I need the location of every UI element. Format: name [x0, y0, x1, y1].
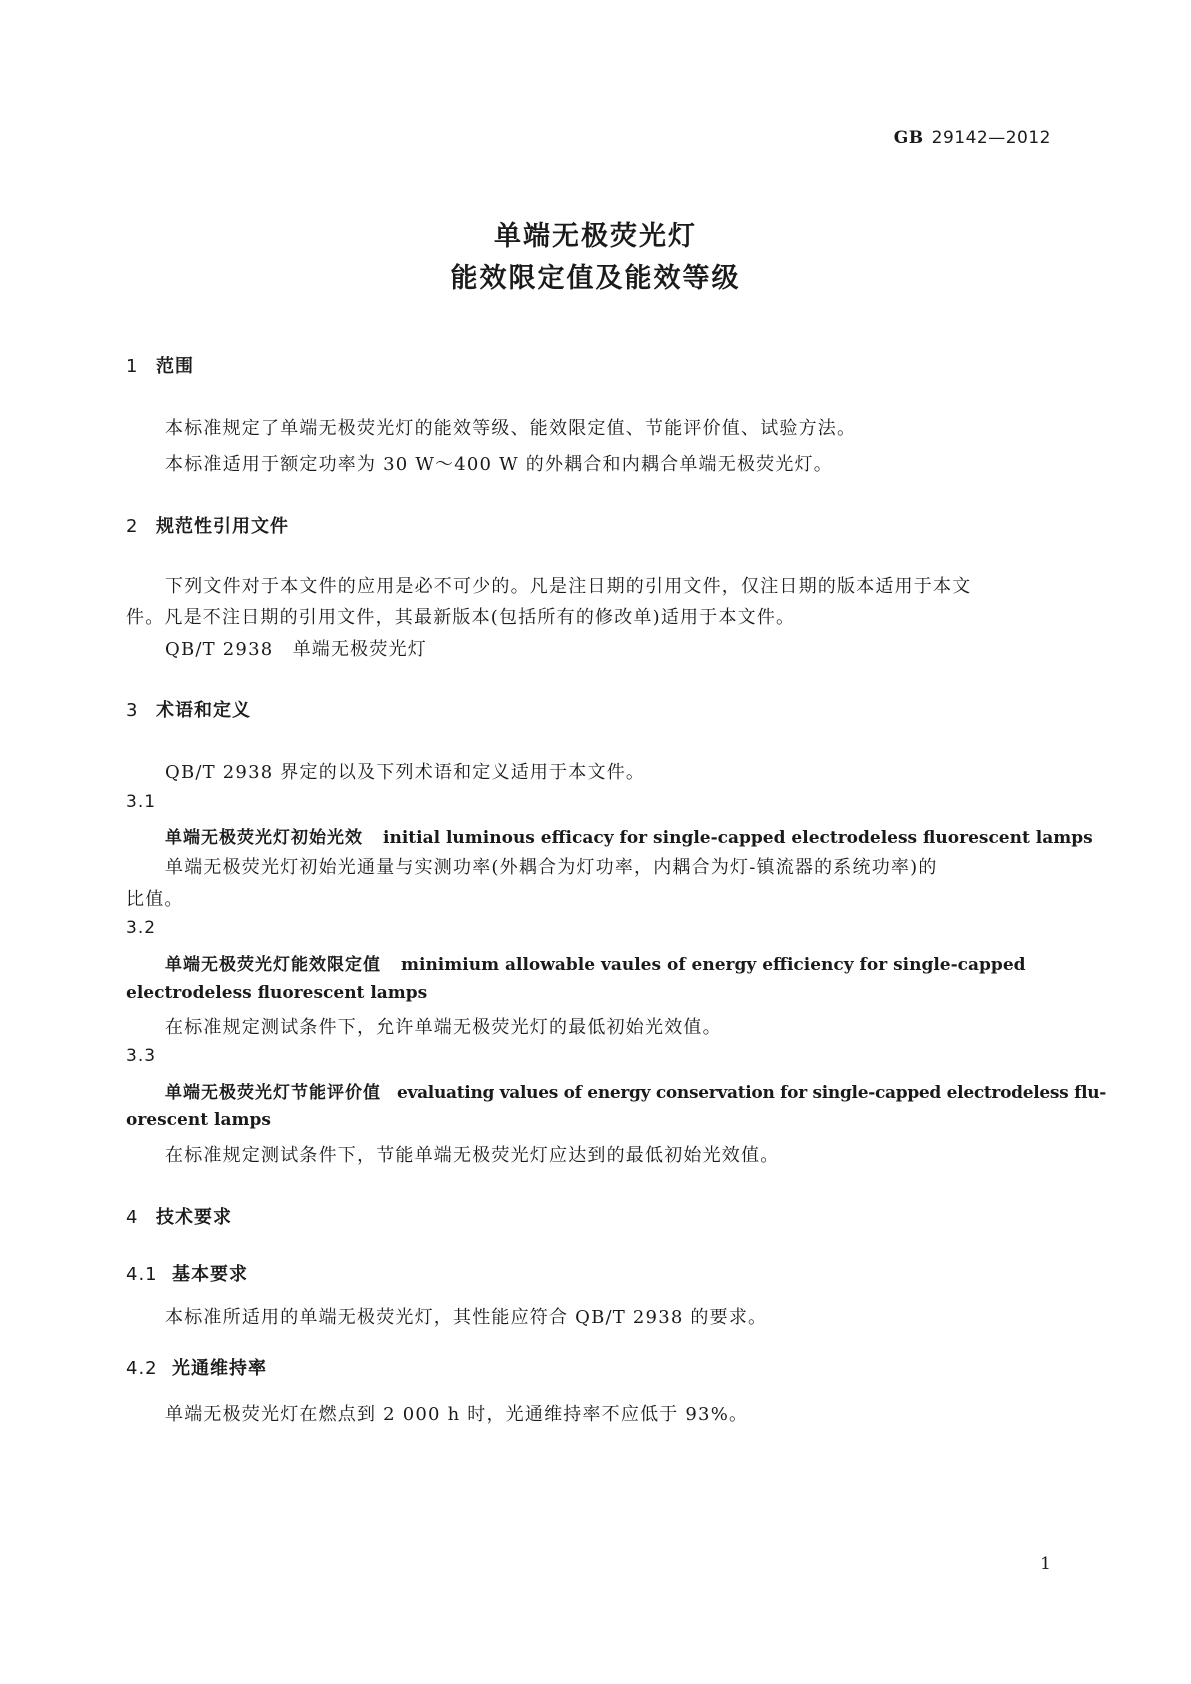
term-english: evaluating values of energy conservation for single-capped electrodeless flu-: [397, 1083, 1107, 1103]
section-3-heading: [126, 696, 251, 722]
subsection-4-1-heading: [126, 1260, 248, 1286]
document-title-line2: 能效限定值及能效等级: [450, 263, 741, 294]
term-chinese: 单端无极荧光灯节能评价值: [165, 1083, 381, 1103]
section-1-heading: [126, 352, 194, 378]
subsection-4-2-heading: [126, 1354, 267, 1380]
section-title: 范围: [156, 356, 194, 377]
standard-number: 29142—2012: [931, 128, 1051, 148]
paragraph: 本标准规定了单端无极荧光灯的能效等级、能效限定值、节能评价值、试验方法。: [165, 418, 857, 439]
paragraph: 本标准适用于额定功率为 30 W～400 W 的外耦合和内耦合单端无极荧光灯。: [165, 454, 833, 475]
term-3-2: [165, 950, 1026, 975]
section-number: 3: [126, 700, 139, 721]
subsection-number: 4.2: [126, 1358, 158, 1379]
paragraph-continuation: 件。凡是不注日期的引用文件，其最新版本(包括所有的修改单)适用于本文件。: [126, 607, 796, 628]
term-english-continuation: orescent lamps: [126, 1110, 271, 1130]
page-number: 1: [1040, 1554, 1051, 1574]
subsection-title: 基本要求: [172, 1264, 248, 1285]
section-title: 规范性引用文件: [156, 516, 289, 537]
definition: 在标准规定测试条件下，允许单端无极荧光灯的最低初始光效值。: [165, 1017, 722, 1038]
section-title: 技术要求: [156, 1207, 232, 1228]
term-number: 3.1: [126, 792, 157, 812]
standard-code: [894, 128, 1051, 148]
section-title: 术语和定义: [156, 700, 251, 721]
term-chinese: 单端无极荧光灯初始光效: [165, 828, 363, 848]
definition: 在标准规定测试条件下，节能单端无极荧光灯应达到的最低初始光效值。: [165, 1145, 780, 1166]
subsection-number: 4.1: [126, 1264, 158, 1285]
standard-prefix: GB: [893, 128, 924, 148]
paragraph: QB/T 2938 界定的以及下列术语和定义适用于本文件。: [165, 762, 646, 783]
section-number: 1: [126, 356, 139, 377]
term-chinese: 单端无极荧光灯能效限定值: [165, 955, 381, 975]
paragraph: 下列文件对于本文件的应用是必不可少的。凡是注日期的引用文件，仅注日期的版本适用于本文: [165, 576, 972, 597]
definition: 单端无极荧光灯初始光通量与实测功率(外耦合为灯功率，内耦合为灯-镇流器的系统功率)的: [165, 857, 938, 878]
term-3-1: [165, 823, 1093, 848]
section-number: 2: [126, 516, 139, 537]
term-english: minimium allowable vaules of energy efficiency for single-capped: [401, 955, 1026, 975]
subsection-title: 光通维持率: [172, 1358, 267, 1379]
term-english: initial luminous efficacy for single-capped electrodeless fluorescent lamps: [383, 828, 1093, 848]
term-number: 3.3: [126, 1046, 157, 1066]
term-number: 3.2: [126, 918, 157, 938]
paragraph: 本标准所适用的单端无极荧光灯，其性能应符合 QB/T 2938 的要求。: [165, 1307, 768, 1328]
section-4-heading: [126, 1203, 232, 1229]
section-2-heading: [126, 512, 289, 538]
definition-continuation: 比值。: [126, 889, 184, 910]
term-english-continuation: electrodeless fluorescent lamps: [126, 983, 428, 1003]
paragraph: 单端无极荧光灯在燃点到 2 000 h 时，光通维持率不应低于 93%。: [165, 1404, 749, 1425]
normative-reference: QB/T 2938 单端无极荧光灯: [165, 639, 427, 660]
document-title-line1: 单端无极荧光灯: [494, 221, 697, 252]
term-3-3: [165, 1078, 1106, 1103]
section-number: 4: [126, 1207, 139, 1228]
